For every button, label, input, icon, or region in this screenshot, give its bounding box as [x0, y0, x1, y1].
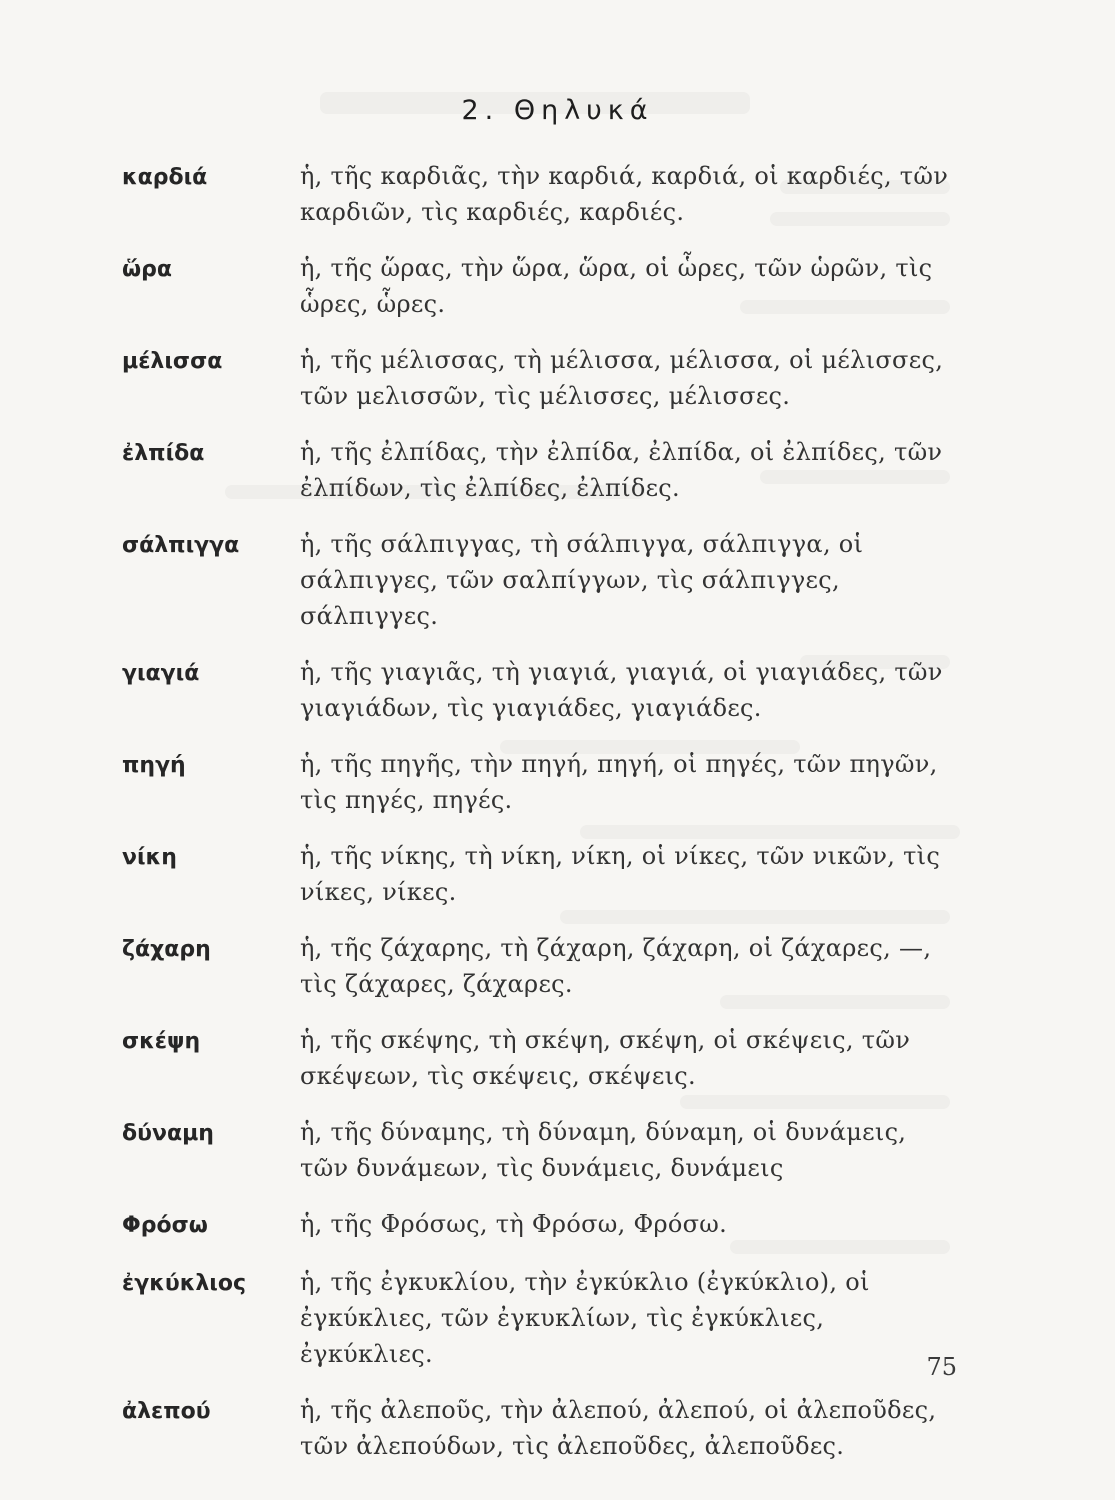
- headword: καρδιά: [122, 165, 208, 190]
- entry: [122, 250, 962, 322]
- entry: [122, 1264, 962, 1372]
- declension-list: [122, 158, 962, 1484]
- entry: [122, 930, 962, 1002]
- declension-forms: ἡ, τῆς ζάχαρης, τὴ ζάχαρη, ζάχαρη, οἱ ζάχαρες, —, τὶς ζάχαρες, ζάχαρες.: [300, 934, 932, 998]
- entry: [122, 1392, 962, 1464]
- declension-forms: ἡ, τῆς Φρόσως, τὴ Φρόσω, Φρόσω.: [300, 1210, 728, 1238]
- declension-forms: ἡ, τῆς σάλπιγγας, τὴ σάλπιγγα, σάλπιγγα, οἱ σάλπιγγες, τῶν σαλπίγγων, τὶς σάλπιγγες, σάλπιγγες.: [300, 530, 864, 630]
- declension-forms: ἡ, τῆς ἀλεποῦς, τὴν ἀλεπού, ἀλεπού, οἱ ἀλεποῦδες, τῶν ἀλεπούδων, τὶς ἀλεποῦδες, ἀλεποῦδες.: [300, 1396, 937, 1460]
- declension-forms: ἡ, τῆς νίκης, τὴ νίκη, νίκη, οἱ νίκες, τῶν νικῶν, τὶς νίκες, νίκες.: [300, 842, 941, 906]
- entry: [122, 838, 962, 910]
- entry: [122, 1022, 962, 1094]
- declension-forms: ἡ, τῆς καρδιᾶς, τὴν καρδιά, καρδιά, οἱ καρδιές, τῶν καρδιῶν, τὶς καρδιές, καρδιές.: [300, 162, 949, 226]
- declension-forms: ἡ, τῆς γιαγιᾶς, τὴ γιαγιά, γιαγιά, οἱ γιαγιάδες, τῶν γιαγιάδων, τὶς γιαγιάδες, γιαγιάδες.: [300, 658, 943, 722]
- entry: [122, 1206, 962, 1244]
- declension-forms: ἡ, τῆς μέλισσας, τὴ μέλισσα, μέλισσα, οἱ μέλισσες, τῶν μελισσῶν, τὶς μέλισσες, μέλισσες.: [300, 346, 944, 410]
- declension-forms: ἡ, τῆς ἐλπίδας, τὴν ἐλπίδα, ἐλπίδα, οἱ ἐλπίδες, τῶν ἐλπίδων, τὶς ἐλπίδες, ἐλπίδες.: [300, 438, 943, 502]
- headword: γιαγιά: [122, 661, 200, 686]
- headword: δύναμη: [122, 1121, 214, 1146]
- headword: Φρόσω: [122, 1213, 208, 1238]
- entry: [122, 1114, 962, 1186]
- entry: [122, 434, 962, 506]
- declension-forms: ἡ, τῆς πηγῆς, τὴν πηγή, πηγή, οἱ πηγές, τῶν πηγῶν, τὶς πηγές, πηγές.: [300, 750, 938, 814]
- headword: σκέψη: [122, 1029, 201, 1054]
- section-heading: 2. Θηλυκά: [461, 95, 654, 126]
- declension-forms: ἡ, τῆς ἐγκυκλίου, τὴν ἐγκύκλιο (ἐγκύκλιο), οἱ ἐγκύκλιες, τῶν ἐγκυκλίων, τὶς ἐγκύκλιες, ἐγκύκλιες.: [300, 1268, 870, 1368]
- headword: νίκη: [122, 845, 177, 870]
- headword: μέλισσα: [122, 349, 223, 374]
- entry: [122, 342, 962, 414]
- headword: ζάχαρη: [122, 937, 211, 962]
- page-number: 75: [926, 1353, 957, 1381]
- headword: ὥρα: [122, 257, 172, 282]
- declension-forms: ἡ, τῆς δύναμης, τὴ δύναμη, δύναμη, οἱ δυνάμεις, τῶν δυνάμεων, τὶς δυνάμεις, δυνάμεις: [300, 1118, 907, 1182]
- declension-forms: ἡ, τῆς ὥρας, τὴν ὥρα, ὥρα, οἱ ὧρες, τῶν ὡρῶν, τὶς ὧρες, ὧρες.: [300, 254, 933, 318]
- headword: ἐγκύκλιος: [122, 1271, 246, 1296]
- headword: πηγή: [122, 753, 186, 778]
- entry: [122, 654, 962, 726]
- headword: σάλπιγγα: [122, 533, 240, 558]
- entry: [122, 158, 962, 230]
- entry: [122, 526, 962, 634]
- headword: ἀλεπού: [122, 1399, 211, 1424]
- declension-forms: ἡ, τῆς σκέψης, τὴ σκέψη, σκέψη, οἱ σκέψεις, τῶν σκέψεων, τὶς σκέψεις, σκέψεις.: [300, 1026, 911, 1090]
- headword: ἐλπίδα: [122, 441, 205, 466]
- entry: [122, 746, 962, 818]
